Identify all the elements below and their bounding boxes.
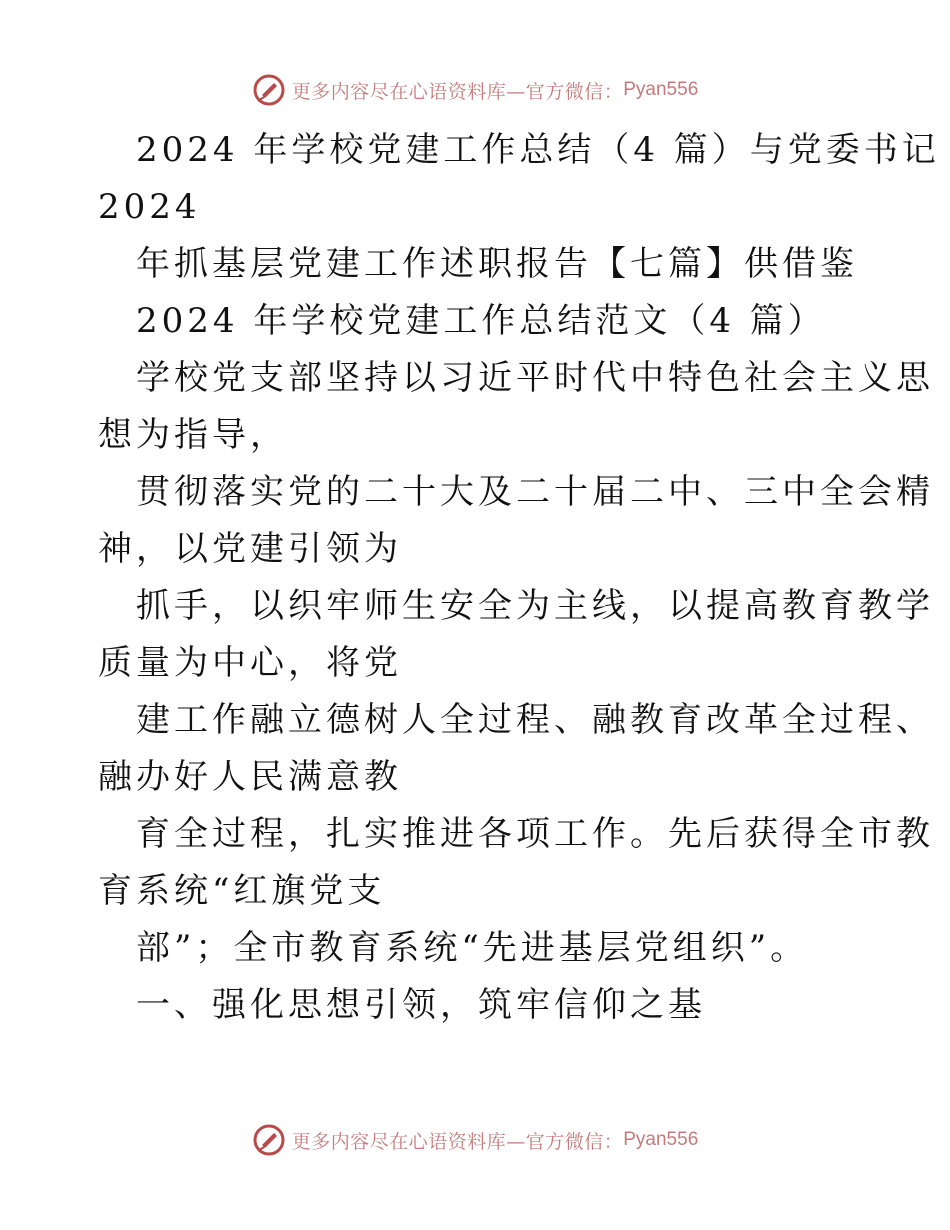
document-body — [98, 122, 940, 1034]
paragraph-line: 神，以党建引领为 — [98, 529, 402, 569]
paragraph-line: 建工作融立德树人全过程、融教育改革全过程、 — [136, 700, 934, 740]
section-heading: 一、强化思想引领，筑牢信仰之基 — [136, 985, 706, 1025]
paragraph-line: 质量为中心，将党 — [98, 643, 402, 683]
paragraph-line: 育全过程，扎实推进各项工作。先后获得全市教 — [136, 814, 934, 854]
paragraph-line: 部”；全市教育系统“先进基层党组织”。 — [136, 928, 809, 968]
title-line-2: 2024 — [98, 187, 201, 227]
title-line-1: 2024 年学校党建工作总结（4 篇）与党委书记 — [136, 130, 940, 170]
paragraph-line: 贯彻落实党的二十大及二十届二中、三中全会精 — [136, 472, 934, 512]
paragraph-line: 融办好人民满意教 — [98, 757, 402, 797]
logo-icon — [252, 73, 286, 107]
title-line-3: 年抓基层党建工作述职报告【七篇】供借鉴 — [136, 244, 858, 284]
paragraph-line: 育系统“红旗党支 — [98, 871, 386, 911]
watermark-text: 更多内容尽在心语资料库—官方微信： — [291, 80, 624, 103]
paragraph-line: 想为指导， — [98, 415, 288, 455]
watermark-text: 更多内容尽在心语资料库—官方微信： — [291, 1130, 624, 1153]
logo-icon — [252, 1123, 286, 1157]
paragraph-line: 学校党支部坚持以习近平时代中特色社会主义思 — [136, 358, 934, 398]
paragraph-line: 抓手，以织牢师生安全为主线，以提高教育教学 — [136, 586, 934, 626]
subtitle-line: 2024 年学校党建工作总结范文（4 篇） — [136, 301, 826, 341]
footer-watermark — [0, 1120, 950, 1160]
watermark-wechat: Pyan556 — [623, 1129, 699, 1150]
header-watermark — [0, 70, 950, 110]
watermark-wechat: Pyan556 — [623, 79, 699, 100]
